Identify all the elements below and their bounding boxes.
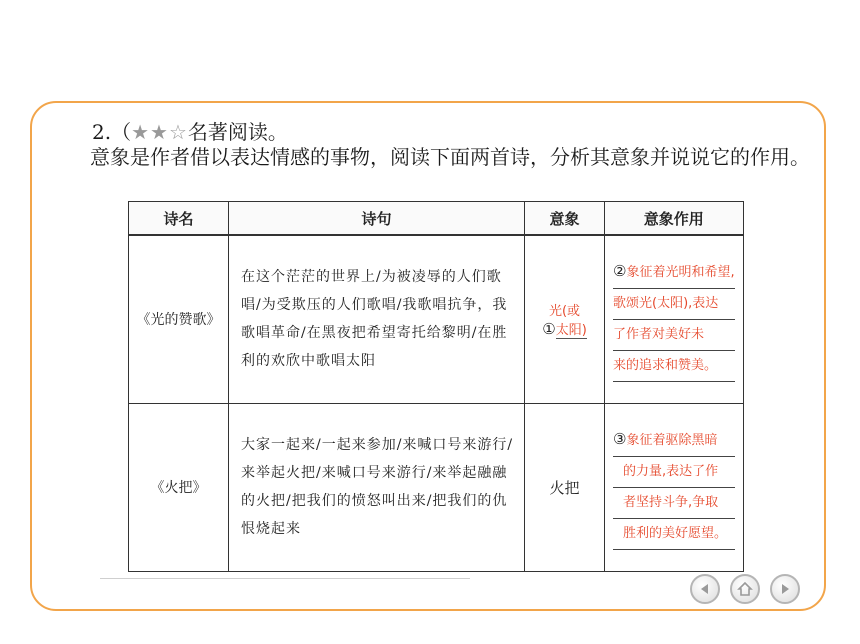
image-cell: [525, 235, 605, 403]
image-answer-line2: 太阳): [555, 323, 587, 339]
role-answer-line: 的力量,表达了作: [613, 457, 735, 488]
question-number: 2.（: [92, 120, 132, 144]
role-answer-line: 歌颂光(太阳),表达: [613, 289, 735, 320]
question-prompt: 意象是作者借以表达情感的事物，阅读下面两首诗，分析其意象并说说它的作用。: [90, 145, 810, 169]
role-answer-line: 胜利的美好愿望。: [613, 519, 735, 550]
prev-button[interactable]: [690, 574, 720, 604]
role-answer-text: 象征着驱除黑暗: [626, 433, 718, 448]
table-row: [129, 235, 744, 403]
poem-analysis-table: [128, 201, 744, 572]
role-answer-text: 象征着光明和希望,: [626, 265, 735, 281]
table-header-row: [129, 202, 744, 236]
question-category: 名著阅读。: [187, 120, 288, 144]
role-answer-line: [613, 424, 735, 457]
role-answer-line: 来的追求和赞美。: [613, 351, 735, 382]
slide-navigation: [690, 574, 800, 604]
poem-verse: 在这个茫茫的世界上/为被凌辱的人们歌唱/为受欺压的人们歌唱/我歌唱抗争，我歌唱革命/在黑夜把希望寄托给黎明/在胜利的欢欣中歌唱太阳: [229, 235, 525, 403]
role-answer-line: 者坚持斗争,争取: [613, 488, 735, 519]
header-poem-name: 诗名: [129, 202, 229, 236]
image-answer-line1: 光(或: [548, 304, 581, 320]
question-header: [92, 116, 288, 145]
header-verse: 诗句: [229, 202, 525, 236]
image-answer: 火把: [525, 403, 605, 571]
blank-marker: ①: [542, 320, 556, 339]
poem-title: 《光的赞歌》: [129, 235, 229, 403]
blank-marker: ③: [613, 430, 627, 448]
role-answer-line: [613, 256, 735, 289]
header-image-role: 意象作用: [605, 202, 744, 236]
role-cell: [605, 235, 744, 403]
next-icon: [778, 582, 792, 596]
header-image: 意象: [525, 202, 605, 236]
table-row: [129, 403, 744, 571]
role-cell: [605, 403, 744, 571]
prev-icon: [698, 582, 712, 596]
home-button[interactable]: [730, 574, 760, 604]
home-icon: [737, 581, 753, 597]
next-button[interactable]: [770, 574, 800, 604]
poem-title: 《火把》: [129, 403, 229, 571]
blank-marker: ②: [613, 262, 627, 281]
footer-divider: [100, 578, 470, 579]
poem-verse: 大家一起来/一起来参加/来喊口号来游行/来举起火把/来喊口号来游行/来举起融融的火把/把我们的愤怒叫出来/把我们的仇恨烧起来: [229, 403, 525, 571]
role-answer-line: 了作者对美好未: [613, 320, 735, 351]
difficulty-stars: ★★☆: [131, 120, 188, 144]
